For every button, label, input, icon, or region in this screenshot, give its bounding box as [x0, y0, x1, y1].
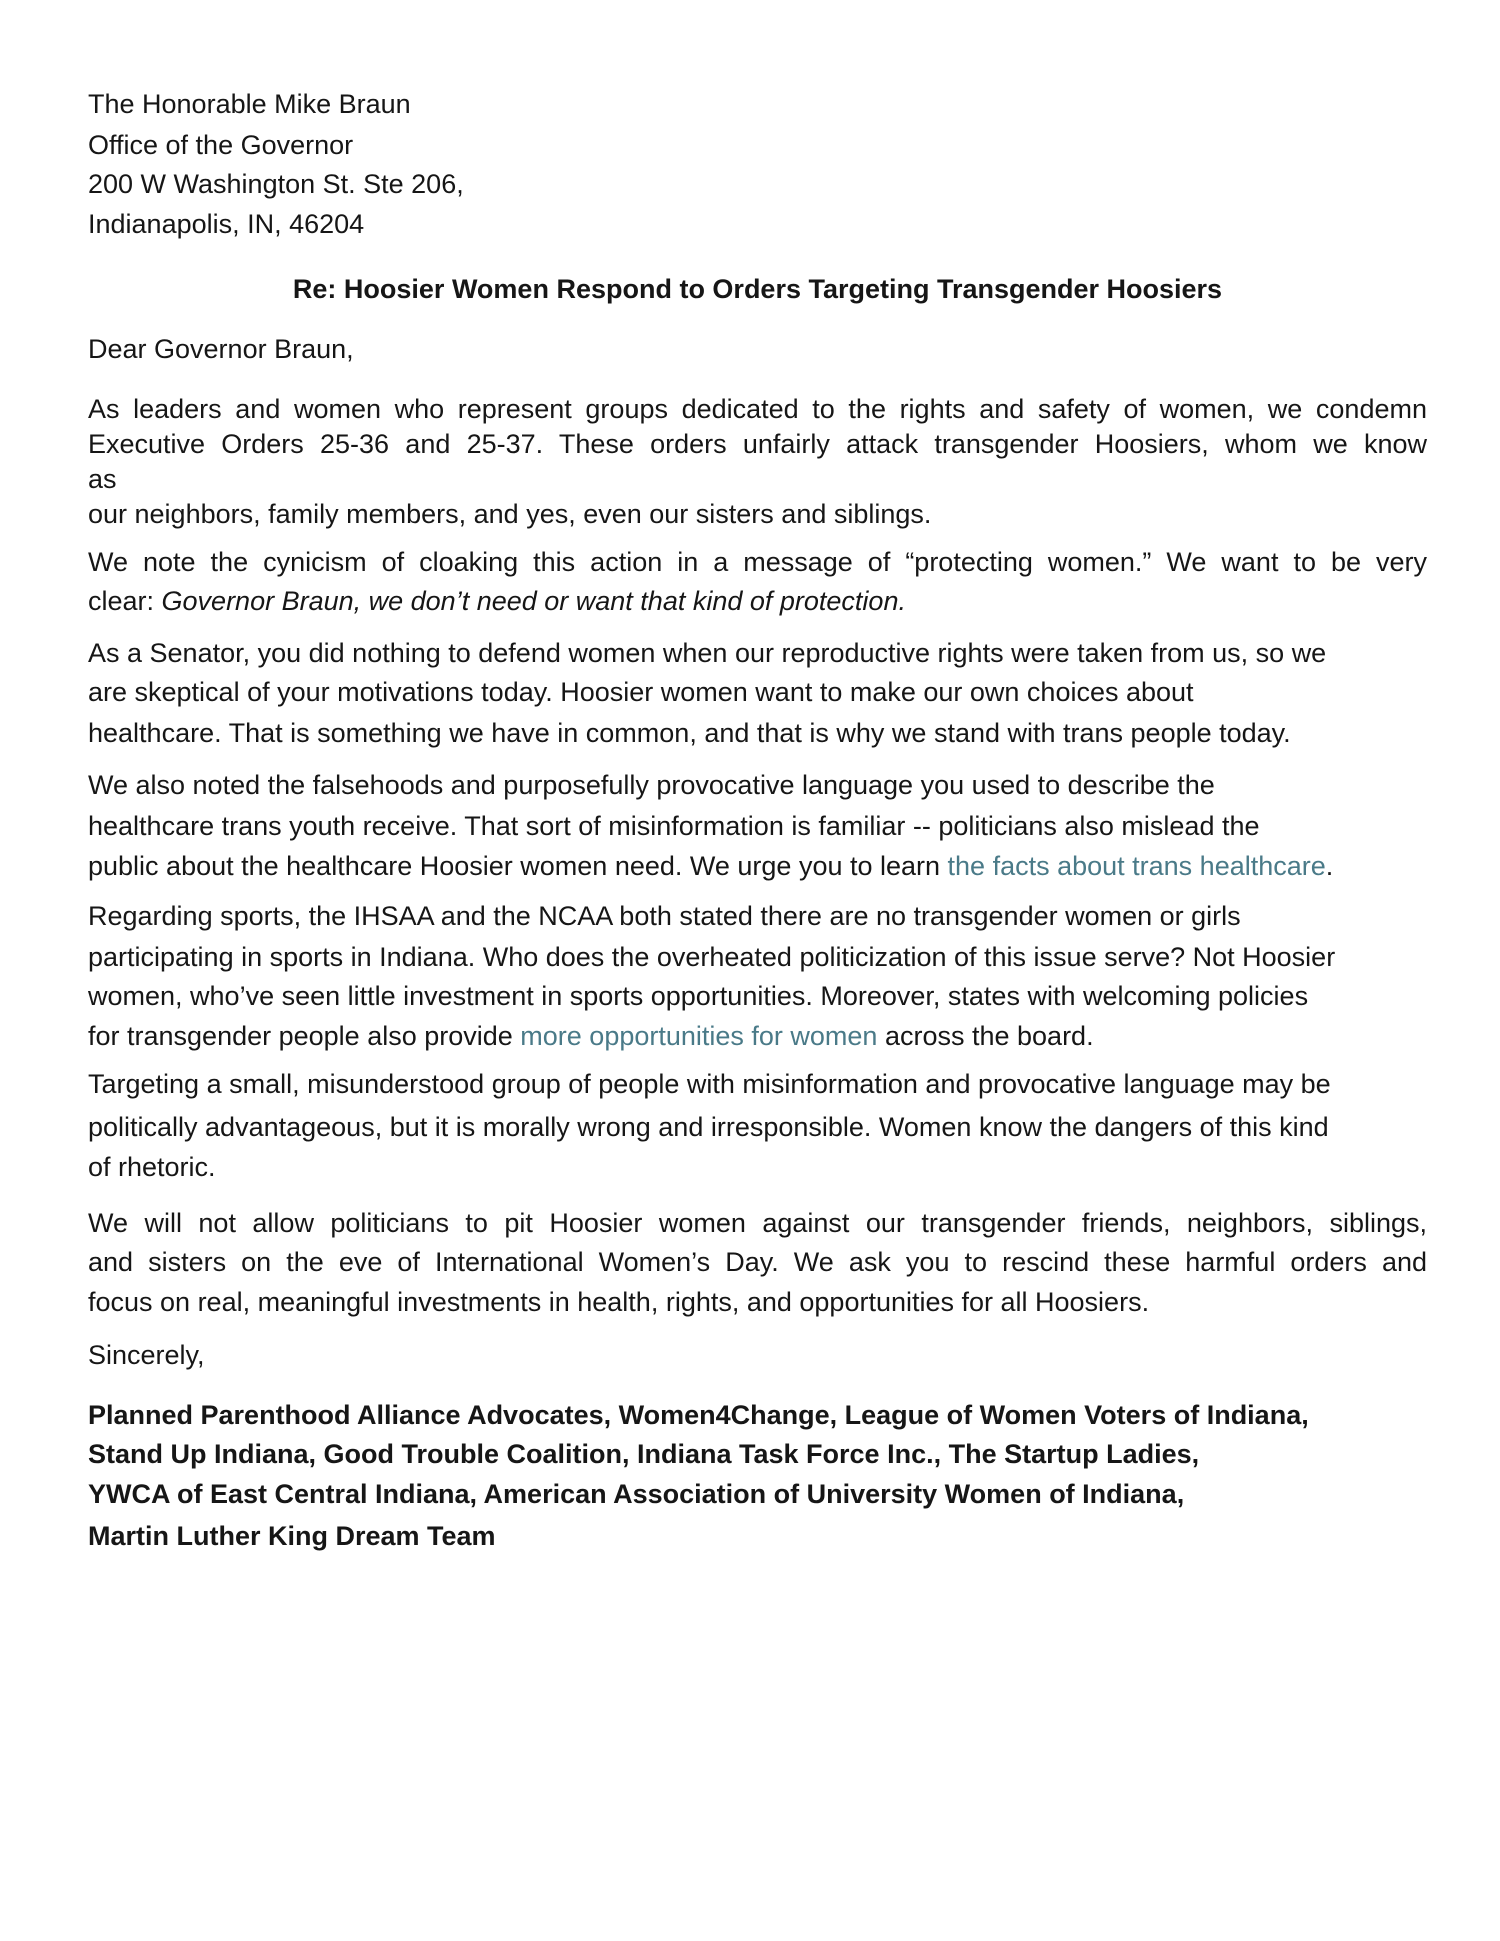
paragraph-line: Targeting a small, misunderstood group of people with misinformation and provocative language may be: [88, 1069, 1331, 1099]
paragraph-line: healthcare trans youth receive. That sort of misinformation is familiar -- politicians also mislead the: [88, 811, 1260, 841]
address-line: Office of the Governor: [88, 130, 354, 160]
emphasis-text: Governor Braun, we don’t need or want that kind of protection.: [161, 586, 906, 616]
text: clear:: [88, 586, 162, 616]
trans-healthcare-facts-link[interactable]: the facts about trans healthcare: [947, 851, 1326, 881]
paragraph-line: We will not allow politicians to pit Hoosier women against our transgender friends, neighbors, siblings,: [88, 1208, 1427, 1238]
paragraph-line: [88, 849, 1427, 883]
salutation: Dear Governor Braun,: [88, 334, 354, 364]
paragraph-line: As leaders and women who represent groups dedicated to the rights and safety of women, we condemn: [88, 394, 1427, 424]
address-line: Indianapolis, IN, 46204: [88, 209, 365, 239]
paragraph-line: of rhetoric.: [88, 1152, 216, 1182]
closing: Sincerely,: [88, 1340, 205, 1370]
women-opportunities-link[interactable]: more opportunities for women: [520, 1021, 878, 1051]
signatory-line: Martin Luther King Dream Team: [88, 1521, 496, 1551]
paragraph-line: [88, 1019, 1427, 1053]
signatory-line: YWCA of East Central Indiana, American Association of University Women of Indiana,: [88, 1479, 1185, 1509]
paragraph-line: Regarding sports, the IHSAA and the NCAA both stated there are no transgender women or girls: [88, 901, 1241, 931]
signatory-line: Planned Parenthood Alliance Advocates, Women4Change, League of Women Voters of Indiana,: [88, 1400, 1309, 1430]
address-line: 200 W Washington St. Ste 206,: [88, 169, 464, 199]
paragraph-line: healthcare. That is something we have in common, and that is why we stand with trans people today.: [88, 718, 1291, 748]
paragraph-line: our neighbors, family members, and yes, even our sisters and siblings.: [88, 499, 932, 529]
text: across the board.: [877, 1021, 1094, 1051]
paragraph-line: focus on real, meaningful investments in health, rights, and opportunities for all Hoosiers.: [88, 1287, 1150, 1317]
paragraph-line: as: [88, 464, 117, 494]
text: .: [1325, 851, 1334, 881]
address-line: The Honorable Mike Braun: [88, 89, 411, 119]
paragraph-line: politically advantageous, but it is morally wrong and irresponsible. Women know the dangers of this kind: [88, 1112, 1329, 1142]
paragraph-line: [88, 584, 1427, 618]
signatory-line: Stand Up Indiana, Good Trouble Coalition, Indiana Task Force Inc., The Startup Ladies,: [88, 1439, 1200, 1469]
text: public about the healthcare Hoosier women need. We urge you to learn: [88, 851, 948, 881]
paragraph-line: As a Senator, you did nothing to defend women when our reproductive rights were taken from us, so we: [88, 638, 1327, 668]
paragraph-line: women, who’ve seen little investment in sports opportunities. Moreover, states with welcoming policies: [88, 981, 1309, 1011]
paragraph-line: We note the cynicism of cloaking this action in a message of “protecting women.” We want to be very: [88, 547, 1427, 577]
subject-line: Re: Hoosier Women Respond to Orders Targeting Transgender Hoosiers: [292, 274, 1223, 304]
paragraph-line: Executive Orders 25-36 and 25-37. These orders unfairly attack transgender Hoosiers, whom we know: [88, 429, 1427, 459]
paragraph-line: We also noted the falsehoods and purposefully provocative language you used to describe the: [88, 770, 1215, 800]
paragraph-line: participating in sports in Indiana. Who does the overheated politicization of this issue serve? Not Hoosier: [88, 942, 1336, 972]
paragraph-line: are skeptical of your motivations today. Hoosier women want to make our own choices about: [88, 677, 1194, 707]
paragraph-line: and sisters on the eve of International Women’s Day. We ask you to rescind these harmful orders and: [88, 1247, 1427, 1277]
text: for transgender people also provide: [88, 1021, 521, 1051]
